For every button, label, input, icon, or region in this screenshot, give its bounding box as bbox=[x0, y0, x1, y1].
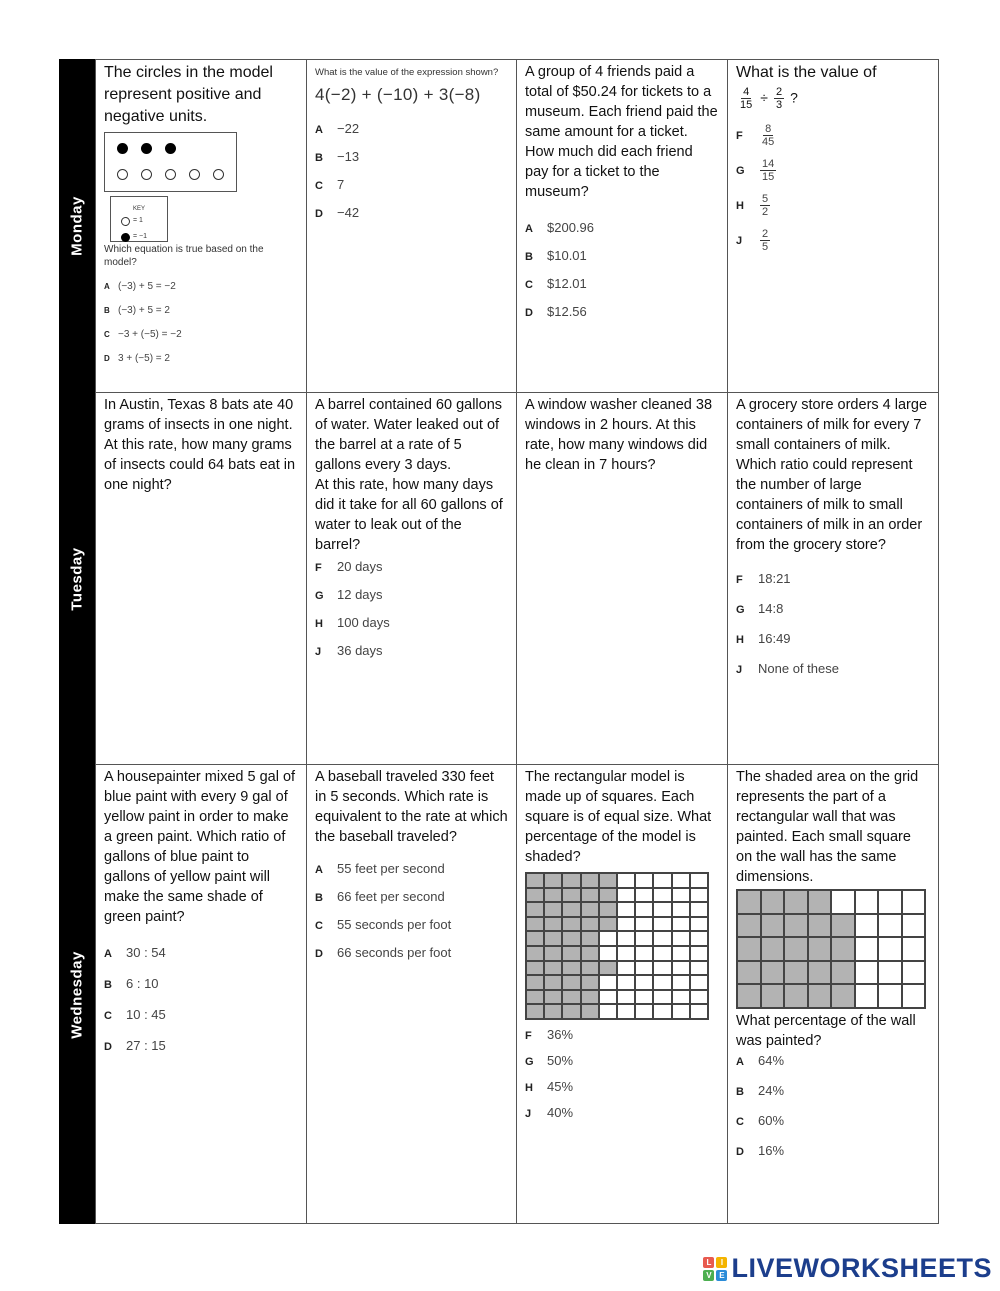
grid-square bbox=[526, 873, 544, 888]
grid-square bbox=[526, 975, 544, 990]
grid-square bbox=[737, 914, 761, 938]
grid-square bbox=[855, 890, 879, 914]
grid-square bbox=[784, 914, 808, 938]
grid-square bbox=[526, 902, 544, 917]
grid-square bbox=[581, 902, 599, 917]
positive-counter bbox=[117, 169, 128, 180]
grid-square bbox=[617, 946, 635, 961]
grid-square bbox=[737, 984, 761, 1008]
key-negative: = −1 bbox=[121, 227, 147, 247]
grid-square bbox=[737, 890, 761, 914]
answer-choice[interactable]: G 12 days bbox=[315, 587, 383, 602]
grid-square bbox=[635, 931, 653, 946]
grid-square bbox=[855, 937, 879, 961]
grid-square bbox=[737, 937, 761, 961]
day-label-monday: Monday bbox=[68, 195, 86, 256]
grid-square bbox=[690, 902, 708, 917]
question-text: A window washer cleaned 38 windows in 2 hours. At this rate, how many windows did he clean in 7 hours? bbox=[525, 397, 713, 473]
grid-square bbox=[599, 990, 617, 1005]
grid-square bbox=[690, 961, 708, 976]
negative-circle-icon bbox=[121, 233, 130, 242]
grid-square bbox=[599, 961, 617, 976]
answer-choice[interactable]: G 14:8 bbox=[736, 601, 784, 616]
question-text: In Austin, Texas 8 bats ate 40 grams of insects in one night. At this rate, how many grams of insects could 64 bats eat in one night? bbox=[104, 397, 296, 493]
grid-square bbox=[672, 902, 690, 917]
grid-square bbox=[617, 975, 635, 990]
grid-square bbox=[902, 984, 926, 1008]
answer-choice[interactable]: D −42 bbox=[315, 205, 360, 220]
grid-square bbox=[855, 961, 879, 985]
grid-square bbox=[690, 1004, 708, 1019]
tuesday-q3-cell bbox=[516, 392, 728, 765]
grid-square bbox=[878, 890, 902, 914]
wednesday-q3-cell bbox=[516, 764, 728, 1224]
grid-square bbox=[544, 902, 562, 917]
grid-square bbox=[784, 937, 808, 961]
answer-choice[interactable]: B (−3) + 5 = 2 bbox=[104, 305, 170, 316]
answer-choice[interactable]: D $12.56 bbox=[525, 304, 587, 319]
day-label-tuesday-column bbox=[59, 392, 95, 765]
grid-square bbox=[635, 961, 653, 976]
grid-square bbox=[808, 937, 832, 961]
grid-square bbox=[635, 1004, 653, 1019]
grid-square bbox=[635, 990, 653, 1005]
grid-square bbox=[902, 937, 926, 961]
grid-square bbox=[562, 888, 580, 903]
grid-square bbox=[562, 961, 580, 976]
painted-wall-grid bbox=[736, 889, 926, 1009]
shaded-model-grid bbox=[525, 872, 709, 1020]
grid-square bbox=[581, 975, 599, 990]
grid-square bbox=[690, 917, 708, 932]
question-text-2: At this rate, how many days did it take for all 60 gallons of water to leak out of the barrel? bbox=[315, 477, 503, 553]
grid-square bbox=[581, 946, 599, 961]
worksheet-table bbox=[59, 59, 939, 1224]
answer-choice[interactable]: F $\frac{8}{45}$ bbox=[736, 123, 775, 148]
grid-square bbox=[808, 914, 832, 938]
answer-choice[interactable]: B 66 feet per second bbox=[315, 889, 445, 904]
grid-square bbox=[581, 873, 599, 888]
question-text: A baseball traveled 330 feet in 5 seconds. Which rate is equivalent to the rate at which the baseball traveled? bbox=[315, 769, 508, 845]
grid-square bbox=[690, 946, 708, 961]
grid-square bbox=[581, 917, 599, 932]
grid-square bbox=[544, 975, 562, 990]
grid-square bbox=[653, 888, 671, 903]
grid-square bbox=[878, 961, 902, 985]
grid-square bbox=[599, 931, 617, 946]
day-label-wednesday: Wednesday bbox=[68, 950, 86, 1039]
grid-square bbox=[808, 961, 832, 985]
answer-choice[interactable]: B $10.01 bbox=[525, 248, 587, 263]
grid-square bbox=[690, 888, 708, 903]
answer-choice[interactable]: A 55 feet per second bbox=[315, 861, 445, 876]
day-label-wednesday-column bbox=[59, 765, 95, 1224]
grid-square bbox=[635, 946, 653, 961]
question-text: The circles in the model represent positive and negative units. bbox=[104, 64, 273, 125]
negative-counter bbox=[165, 143, 176, 154]
grid-square bbox=[617, 931, 635, 946]
question-text: A barrel contained 60 gallons of water. Water leaked out of the barrel at a rate of 5 gallons every 3 days. bbox=[315, 397, 503, 473]
answer-choice[interactable]: C 10 : 45 bbox=[104, 1007, 166, 1022]
grid-square bbox=[526, 917, 544, 932]
question-text: The rectangular model is made up of squares. Each square is of equal size. What percentage of the model is shaded? bbox=[525, 769, 712, 865]
grid-square bbox=[902, 914, 926, 938]
answer-choice[interactable]: A 64% bbox=[736, 1053, 785, 1068]
question-text: What is the value of the expression shown? bbox=[315, 67, 499, 78]
answer-choice[interactable]: B −13 bbox=[315, 149, 360, 164]
grid-square bbox=[617, 902, 635, 917]
grid-square bbox=[653, 873, 671, 888]
grid-square bbox=[855, 984, 879, 1008]
tuesday-q1-cell bbox=[95, 392, 307, 765]
grid-square bbox=[562, 873, 580, 888]
wednesday-q2-cell bbox=[306, 764, 517, 1224]
key-title: KEY bbox=[132, 206, 145, 212]
question-prompt: Which equation is true based on the model? bbox=[104, 244, 264, 268]
question-text-2: What percentage of the wall was painted? bbox=[736, 1013, 916, 1049]
expression: 4(−2) + (−10) + 3(−8) bbox=[315, 85, 481, 104]
grid-square bbox=[562, 917, 580, 932]
grid-square bbox=[562, 1004, 580, 1019]
grid-square bbox=[617, 873, 635, 888]
grid-square bbox=[761, 914, 785, 938]
grid-square bbox=[599, 873, 617, 888]
grid-square bbox=[653, 961, 671, 976]
grid-square bbox=[526, 888, 544, 903]
answer-choice[interactable]: A (−3) + 5 = −2 bbox=[104, 281, 176, 292]
answer-choice[interactable]: J 36 days bbox=[315, 643, 383, 658]
grid-square bbox=[761, 937, 785, 961]
grid-square bbox=[562, 902, 580, 917]
division-expression: $\frac{4}{15}$ ÷ $\frac{2}{3}$ ? bbox=[740, 86, 798, 111]
answer-choice[interactable]: D 66 seconds per foot bbox=[315, 945, 452, 960]
grid-square bbox=[784, 984, 808, 1008]
grid-square bbox=[581, 990, 599, 1005]
monday-q2-cell bbox=[306, 59, 517, 393]
positive-counter bbox=[213, 169, 224, 180]
answer-choice[interactable]: A $200.96 bbox=[525, 220, 594, 235]
day-label-monday-column bbox=[59, 59, 95, 392]
grid-square bbox=[831, 914, 855, 938]
grid-square bbox=[544, 1004, 562, 1019]
key-positive: = 1 bbox=[121, 211, 143, 231]
answer-choice[interactable]: D 16% bbox=[736, 1143, 785, 1158]
grid-square bbox=[902, 961, 926, 985]
logo-text: LIVEWORKSHEETS bbox=[731, 1253, 992, 1283]
positive-counter bbox=[189, 169, 200, 180]
grid-square bbox=[784, 961, 808, 985]
answer-choice[interactable]: H 16:49 bbox=[736, 631, 791, 646]
grid-square bbox=[653, 990, 671, 1005]
grid-square bbox=[562, 990, 580, 1005]
grid-square bbox=[635, 975, 653, 990]
answer-choice[interactable]: C −3 + (−5) = −2 bbox=[104, 329, 182, 340]
grid-square bbox=[544, 917, 562, 932]
grid-square bbox=[690, 873, 708, 888]
negative-counter bbox=[117, 143, 128, 154]
grid-square bbox=[690, 931, 708, 946]
grid-square bbox=[672, 946, 690, 961]
answer-choice[interactable]: J $\frac{2}{5}$ bbox=[736, 228, 769, 253]
monday-q3-cell bbox=[516, 59, 728, 393]
grid-square bbox=[653, 902, 671, 917]
answer-choice[interactable]: F 20 days bbox=[315, 559, 383, 574]
answer-choice[interactable]: G 50% bbox=[525, 1053, 574, 1068]
grid-square bbox=[544, 990, 562, 1005]
answer-choice[interactable]: D 3 + (−5) = 2 bbox=[104, 353, 170, 364]
answer-choice[interactable]: G $\frac{14}{15}$ bbox=[736, 158, 775, 183]
grid-square bbox=[653, 931, 671, 946]
answer-choice[interactable]: D 27 : 15 bbox=[104, 1038, 166, 1053]
grid-square bbox=[672, 990, 690, 1005]
grid-square bbox=[617, 888, 635, 903]
grid-square bbox=[562, 975, 580, 990]
grid-square bbox=[599, 888, 617, 903]
answer-choice[interactable]: C 7 bbox=[315, 177, 345, 192]
grid-square bbox=[672, 917, 690, 932]
wednesday-q4-cell bbox=[727, 764, 939, 1224]
grid-square bbox=[544, 931, 562, 946]
grid-square bbox=[635, 917, 653, 932]
positive-circle-icon bbox=[121, 217, 130, 226]
grid-square bbox=[761, 890, 785, 914]
grid-square bbox=[672, 1004, 690, 1019]
grid-square bbox=[672, 931, 690, 946]
question-text: A grocery store orders 4 large containers of milk for every 7 small containers of milk. Which ratio could represent the number of large containers of milk to small containers of milk in an order from the grocery store? bbox=[736, 397, 928, 553]
grid-square bbox=[581, 961, 599, 976]
grid-square bbox=[617, 990, 635, 1005]
grid-square bbox=[690, 975, 708, 990]
grid-square bbox=[672, 888, 690, 903]
answer-choice[interactable]: C 55 seconds per foot bbox=[315, 917, 452, 932]
grid-square bbox=[653, 975, 671, 990]
grid-square bbox=[690, 990, 708, 1005]
grid-square bbox=[581, 888, 599, 903]
grid-square bbox=[808, 890, 832, 914]
monday-q1-cell bbox=[95, 59, 307, 393]
counter-model bbox=[104, 132, 237, 192]
grid-square bbox=[581, 931, 599, 946]
grid-square bbox=[653, 946, 671, 961]
grid-square bbox=[855, 914, 879, 938]
grid-square bbox=[544, 873, 562, 888]
answer-choice[interactable]: A 30 : 54 bbox=[104, 945, 166, 960]
grid-square bbox=[784, 890, 808, 914]
answer-choice[interactable]: F 36% bbox=[525, 1027, 574, 1042]
grid-square bbox=[544, 961, 562, 976]
grid-square bbox=[878, 914, 902, 938]
grid-square bbox=[599, 946, 617, 961]
grid-square bbox=[761, 961, 785, 985]
grid-square bbox=[808, 984, 832, 1008]
grid-square bbox=[599, 975, 617, 990]
grid-square bbox=[599, 902, 617, 917]
positive-counter bbox=[165, 169, 176, 180]
grid-square bbox=[831, 890, 855, 914]
wednesday-q1-cell bbox=[95, 764, 307, 1224]
tuesday-q4-cell bbox=[727, 392, 939, 765]
positive-counter bbox=[141, 169, 152, 180]
negative-counter bbox=[141, 143, 152, 154]
grid-square bbox=[635, 902, 653, 917]
grid-square bbox=[878, 937, 902, 961]
grid-square bbox=[902, 890, 926, 914]
grid-square bbox=[526, 1004, 544, 1019]
day-label-tuesday: Tuesday bbox=[68, 546, 86, 611]
grid-square bbox=[672, 873, 690, 888]
grid-square bbox=[831, 984, 855, 1008]
grid-square bbox=[562, 931, 580, 946]
grid-square bbox=[617, 961, 635, 976]
question-text: The shaded area on the grid represents the part of a rectangular wall that was painted. Each small square on the wall has the same dimensions. bbox=[736, 769, 919, 885]
grid-square bbox=[635, 873, 653, 888]
answer-choice[interactable]: J 40% bbox=[525, 1105, 574, 1120]
grid-square bbox=[617, 917, 635, 932]
grid-square bbox=[737, 961, 761, 985]
grid-square bbox=[562, 946, 580, 961]
monday-q4-cell bbox=[727, 59, 939, 393]
grid-square bbox=[653, 1004, 671, 1019]
grid-square bbox=[526, 946, 544, 961]
question-text-2: How much did each friend pay for a ticket to the museum? bbox=[525, 144, 693, 200]
grid-square bbox=[761, 984, 785, 1008]
answer-choice[interactable]: B 24% bbox=[736, 1083, 785, 1098]
grid-square bbox=[544, 888, 562, 903]
grid-square bbox=[831, 937, 855, 961]
grid-square bbox=[526, 931, 544, 946]
logo-mark-icon: L I V E bbox=[703, 1257, 727, 1281]
grid-square bbox=[526, 961, 544, 976]
grid-square bbox=[599, 917, 617, 932]
grid-square bbox=[599, 1004, 617, 1019]
grid-square bbox=[672, 961, 690, 976]
answer-choice[interactable]: H 100 days bbox=[315, 615, 390, 630]
grid-square bbox=[526, 990, 544, 1005]
grid-square bbox=[878, 984, 902, 1008]
question-text: A group of 4 friends paid a total of $50.24 for tickets to a museum. Each friend paid the same amount for a ticket. bbox=[525, 64, 718, 140]
answer-choice[interactable]: C 60% bbox=[736, 1113, 785, 1128]
question-text: What is the value of bbox=[736, 64, 877, 81]
liveworksheets-logo bbox=[703, 1253, 992, 1284]
model-key bbox=[110, 196, 168, 242]
answer-choice[interactable]: H $\frac{5}{2}$ bbox=[736, 193, 769, 218]
grid-square bbox=[653, 917, 671, 932]
grid-square bbox=[544, 946, 562, 961]
grid-square bbox=[635, 888, 653, 903]
tuesday-q2-cell bbox=[306, 392, 517, 765]
grid-square bbox=[672, 975, 690, 990]
answer-choice[interactable]: F 18:21 bbox=[736, 571, 791, 586]
answer-choice[interactable]: C $12.01 bbox=[525, 276, 587, 291]
grid-square bbox=[617, 1004, 635, 1019]
grid-square bbox=[581, 1004, 599, 1019]
answer-choice[interactable]: A −22 bbox=[315, 121, 360, 136]
grid-square bbox=[831, 961, 855, 985]
answer-choice[interactable]: J None of these bbox=[736, 661, 839, 676]
answer-choice[interactable]: H 45% bbox=[525, 1079, 574, 1094]
question-text: A housepainter mixed 5 gal of blue paint with every 9 gal of yellow paint in order to make a green paint. Which ratio of gallons of blue paint to gallons of yellow paint will make the same shade of green paint? bbox=[104, 769, 296, 925]
answer-choice[interactable]: B 6 : 10 bbox=[104, 976, 159, 991]
